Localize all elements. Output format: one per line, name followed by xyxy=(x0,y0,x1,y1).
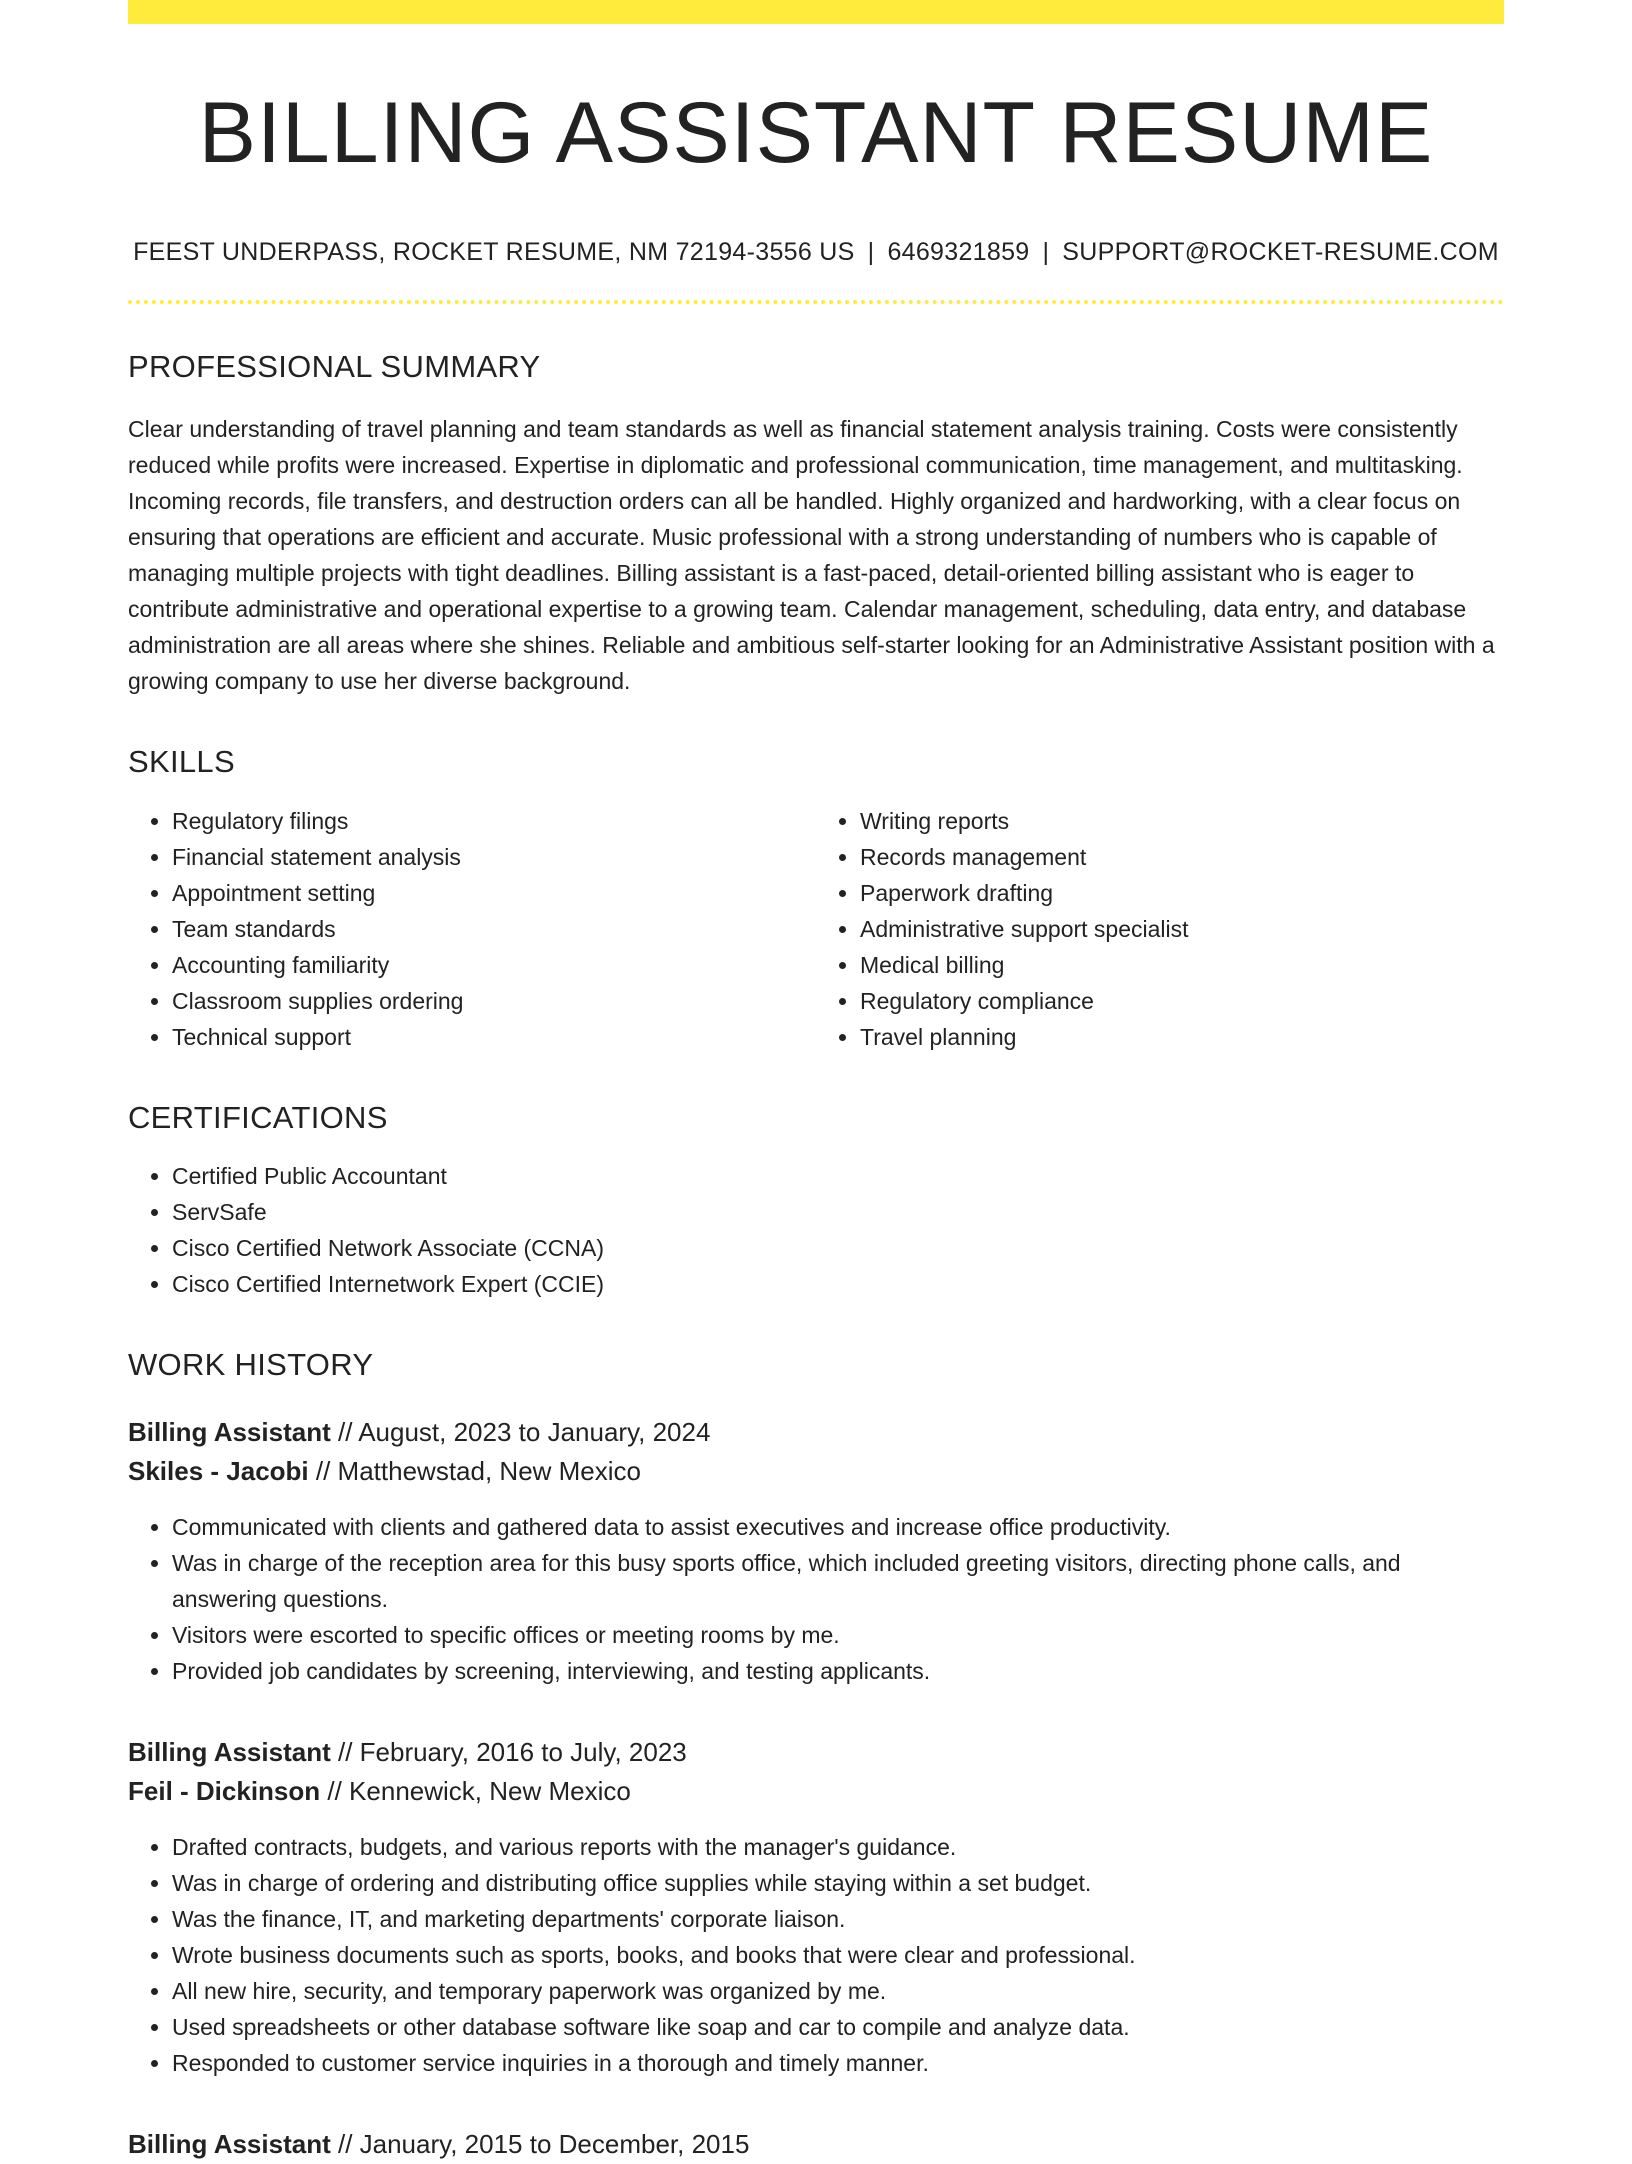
summary-heading: PROFESSIONAL SUMMARY xyxy=(128,349,541,385)
job-bullet: • Was in charge of the reception area for this busy sports office, which included greeting visitors, directing phone calls, and answering questions. xyxy=(172,1545,1504,1617)
contact-separator: | xyxy=(867,238,875,267)
job-bullets xyxy=(128,1829,1504,2081)
work-history-heading: WORK HISTORY xyxy=(128,1346,374,1382)
skill-item: • Financial statement analysis xyxy=(172,839,816,875)
contact-line xyxy=(128,235,1504,270)
job-bullet: • Used spreadsheets or other database software like soap and car to compile and analyze data. xyxy=(172,2009,1504,2045)
certification-item: • Cisco Certified Network Associate (CCNA) xyxy=(172,1230,1504,1266)
skill-item: • Travel planning xyxy=(860,1019,1504,1055)
skill-item: • Administrative support specialist xyxy=(860,911,1504,947)
job-company-line xyxy=(128,1452,1504,1491)
job-company: Skiles - Jacobi xyxy=(128,1455,309,1486)
certification-item: • Certified Public Accountant xyxy=(172,1158,1504,1194)
skill-item: • Team standards xyxy=(172,911,816,947)
job-bullet: • Communicated with clients and gathered data to assist executives and increase office productivity. xyxy=(172,1509,1504,1545)
job-location: // Matthewstad, New Mexico xyxy=(315,1455,642,1486)
job-bullets xyxy=(128,1509,1504,1689)
job-dates: // January, 2015 to December, 2015 xyxy=(337,2128,750,2159)
resume-page xyxy=(128,0,1504,2164)
skill-item: • Paperwork drafting xyxy=(860,875,1504,911)
certification-item: • ServSafe xyxy=(172,1194,1504,1230)
job-entry xyxy=(128,1733,1504,2081)
dotted-divider xyxy=(128,300,1504,304)
contact-separator: | xyxy=(1042,238,1050,267)
job-title-line xyxy=(128,2125,1504,2164)
summary-text: Clear understanding of travel planning and team standards as well as financial statement analysis training. Costs were consistently reduced while profits were increased. Expertise in diplomatic and professional communication, time management, and multitasking. Incoming records, file transfers, and destruction orders can all be handled. Highly organized and hardworking, with a clear focus on ensuring that operations are efficient and accurate. Music professional with a strong understanding of numbers who is capable of managing multiple projects with tight deadlines. Billing assistant is a fast-paced, detail-oriented billing assistant who is eager to contribute administrative and operational expertise to a growing team. Calendar management, scheduling, data entry, and database administration are all areas where she shines. Reliable and ambitious self-starter looking for an Administrative Assistant position with a growing company to use her diverse background. xyxy=(128,416,1495,695)
skill-item: • Accounting familiarity xyxy=(172,947,816,983)
contact-address: FEEST UNDERPASS, ROCKET RESUME, NM 72194-3556 US xyxy=(133,238,855,267)
skills-columns xyxy=(128,781,1504,1055)
skill-item: • Technical support xyxy=(172,1019,816,1055)
job-dates: // August, 2023 to January, 2024 xyxy=(337,1416,711,1447)
job-bullet: • Drafted contracts, budgets, and various reports with the manager's guidance. xyxy=(172,1829,1504,1865)
job-bullet: • Wrote business documents such as sports, books, and books that were clear and professional. xyxy=(172,1937,1504,1973)
skill-item: • Writing reports xyxy=(860,803,1504,839)
job-title-line xyxy=(128,1733,1504,1772)
accent-bar xyxy=(128,0,1504,24)
job-entry xyxy=(128,1413,1504,1689)
job-bullet: • Was in charge of ordering and distributing office supplies while staying within a set budget. xyxy=(172,1865,1504,1901)
job-title: Billing Assistant xyxy=(128,2128,331,2159)
skills-heading: SKILLS xyxy=(128,744,235,780)
job-title-line xyxy=(128,1413,1504,1452)
job-entry xyxy=(128,2125,1504,2164)
skill-item: • Appointment setting xyxy=(172,875,816,911)
job-company: Feil - Dickinson xyxy=(128,1775,321,1806)
skills-list-left xyxy=(128,803,816,1055)
skills-list-right xyxy=(816,803,1504,1055)
job-location: // Kennewick, New Mexico xyxy=(327,1775,631,1806)
job-bullet: • Provided job candidates by screening, interviewing, and testing applicants. xyxy=(172,1653,1504,1689)
contact-phone: 6469321859 xyxy=(887,238,1030,267)
certifications-list xyxy=(128,1158,1504,1302)
job-title: Billing Assistant xyxy=(128,1736,331,1767)
job-bullet: • All new hire, security, and temporary paperwork was organized by me. xyxy=(172,1973,1504,2009)
skill-item: • Regulatory filings xyxy=(172,803,816,839)
page-title: BILLING ASSISTANT RESUME xyxy=(198,85,1434,181)
job-bullet: • Visitors were escorted to specific offices or meeting rooms by me. xyxy=(172,1617,1504,1653)
job-bullet: • Responded to customer service inquiries in a thorough and timely manner. xyxy=(172,2045,1504,2081)
job-bullet: • Was the finance, IT, and marketing departments' corporate liaison. xyxy=(172,1901,1504,1937)
skill-item: • Medical billing xyxy=(860,947,1504,983)
job-title: Billing Assistant xyxy=(128,1416,331,1447)
skill-item: • Regulatory compliance xyxy=(860,983,1504,1019)
skill-item: • Records management xyxy=(860,839,1504,875)
job-company-line xyxy=(128,1772,1504,1811)
contact-email: SUPPORT@ROCKET-RESUME.COM xyxy=(1062,238,1499,267)
certification-item: • Cisco Certified Internetwork Expert (CCIE) xyxy=(172,1266,1504,1302)
certifications-heading: CERTIFICATIONS xyxy=(128,1099,388,1135)
skill-item: • Classroom supplies ordering xyxy=(172,983,816,1019)
job-dates: // February, 2016 to July, 2023 xyxy=(337,1736,687,1767)
